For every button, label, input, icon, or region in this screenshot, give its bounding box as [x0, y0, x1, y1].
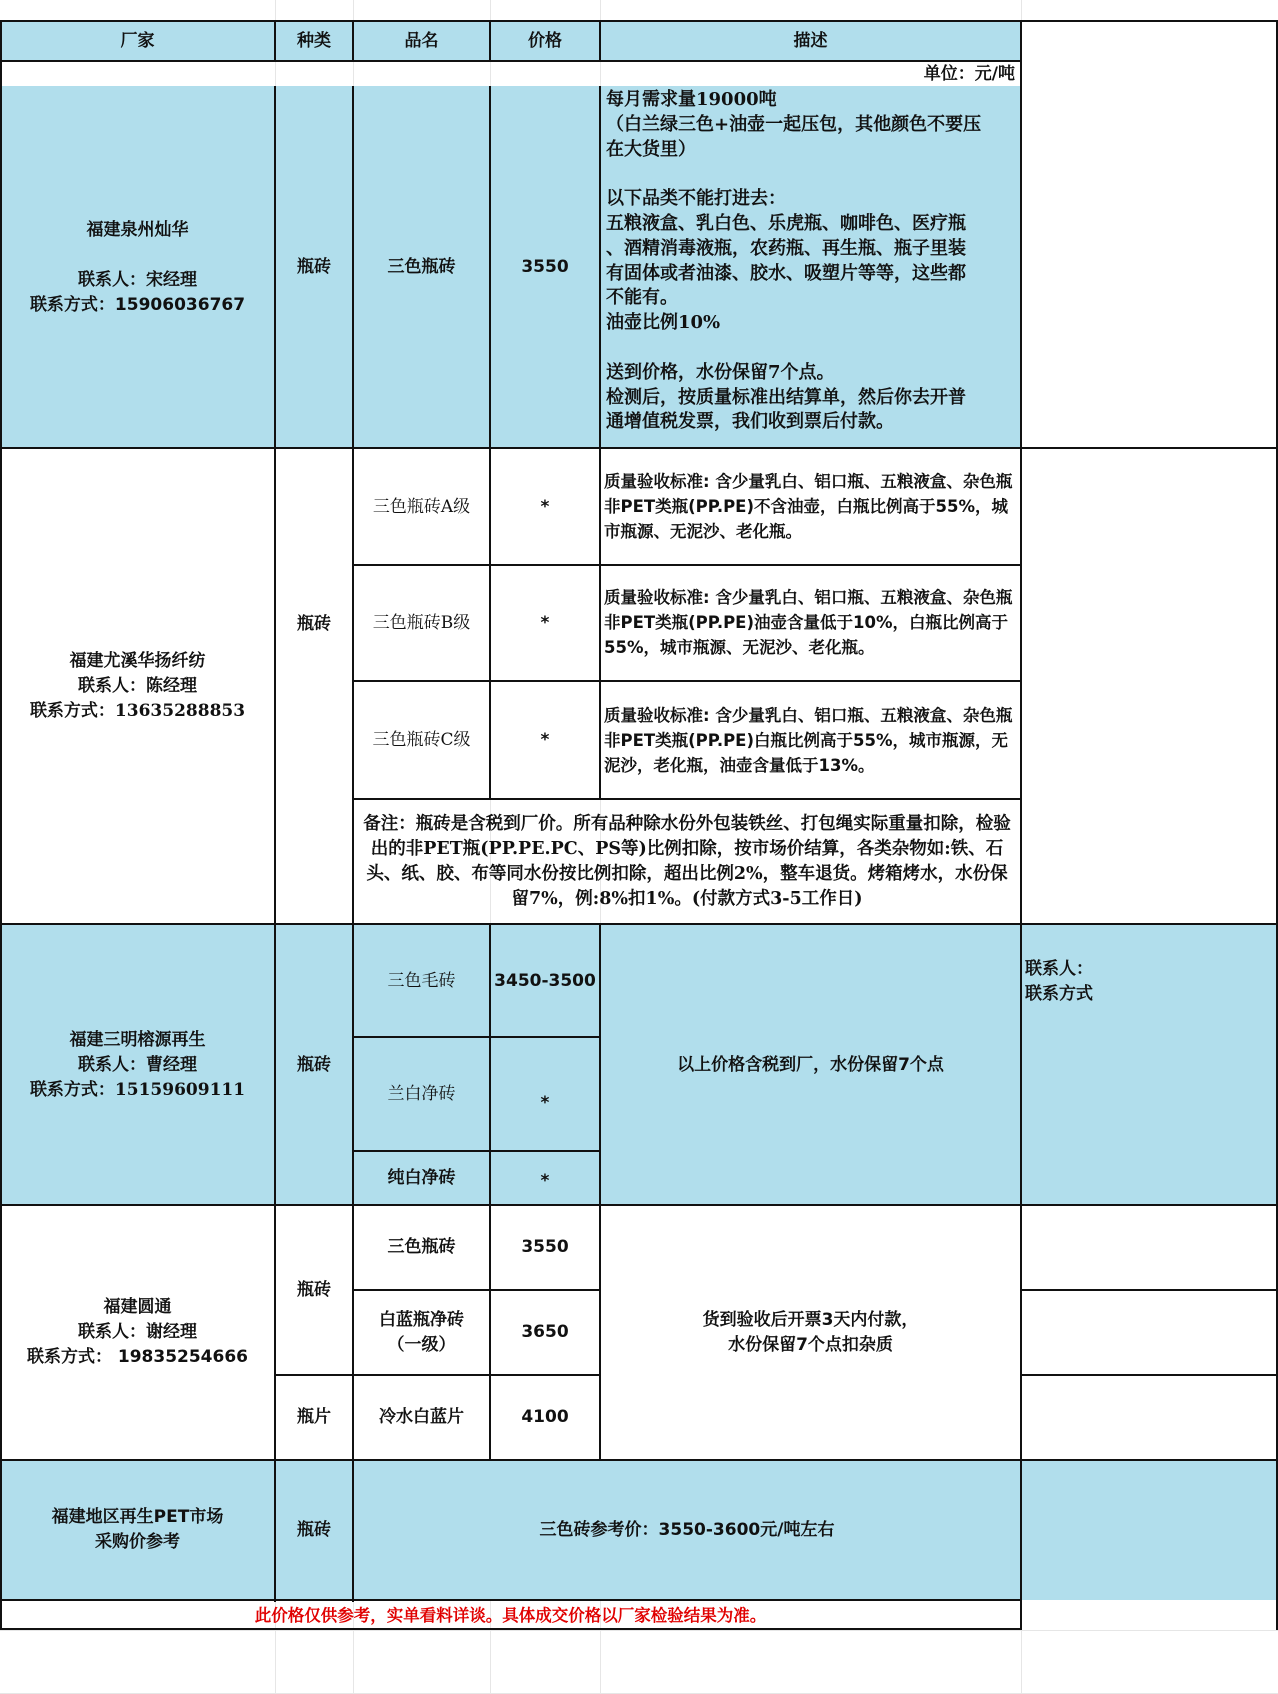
header-product: 品名	[353, 22, 490, 60]
description-cell: 质量验收标准: 含少量乳白、铝口瓶、五粮液盒、杂色瓶非PET类瓶(PP.PE)白瓶比例高于55%，城市瓶源，无泥沙，老化瓶，油壶含量低于13%。	[604, 706, 1013, 775]
market-extra-cell	[1021, 1460, 1278, 1600]
factory-sanming	[0, 925, 275, 1205]
contact-phone: 联系方式：15906036767	[29, 294, 246, 315]
footer-note: 此价格仅供参考，实单看料详谈。具体成交价格以厂家检验结果为准。	[254, 1605, 767, 1625]
market-title-line: 福建地区再生PET市场	[51, 1507, 224, 1527]
price-cell: *	[540, 496, 550, 517]
desc-line: 送到价格，水份保留7个点。	[606, 361, 835, 383]
description-cell: 以上价格含税到厂，水份保留7个点	[600, 925, 1021, 1205]
desc-line: 每月需求量19000吨	[606, 89, 777, 110]
extra-contact: 联系人：	[1025, 959, 1093, 979]
factory-youxi	[0, 449, 275, 924]
factory-name: 福建三明榕源再生	[69, 1029, 206, 1050]
product-cell: 三色瓶砖A级	[372, 496, 471, 517]
desc-line: 有固体或者油漆、胶水、吸塑片等等，这些都	[606, 262, 966, 284]
contact-person: 联系人：谢经理	[78, 1322, 197, 1342]
description-cell	[600, 1205, 1021, 1460]
product-cell: 三色瓶砖B级	[372, 612, 471, 633]
factory-name: 福建尤溪华扬纤纺	[69, 651, 206, 671]
description-quanzhou	[600, 86, 1021, 449]
header-type: 种类	[275, 22, 353, 60]
type-cell: 瓶砖	[297, 613, 331, 634]
unit-label: 单位：元/吨	[923, 63, 1015, 84]
price-cell: *	[490, 1037, 600, 1151]
factory-yuantong	[0, 1205, 275, 1460]
desc-line: 以下品类不能打进去：	[606, 188, 786, 210]
price-cell: 3450-3500	[490, 925, 600, 1037]
contact-person: 联系人：宋经理	[78, 269, 197, 290]
type-cell: 瓶砖	[275, 925, 353, 1205]
product-cell: 兰白净砖	[353, 1037, 490, 1151]
market-title-line: 采购价参考	[95, 1532, 180, 1552]
desc-line: 油壶比例10%	[606, 312, 721, 334]
header-factory: 厂家	[0, 22, 275, 60]
contact-person: 联系人：曹经理	[78, 1054, 197, 1075]
product-cell: 冷水白蓝片	[379, 1407, 464, 1427]
product-cell: 三色瓶砖C级	[372, 729, 471, 750]
description-cell: 质量验收标准: 含少量乳白、铝口瓶、五粮液盒、杂色瓶非PET类瓶(PP.PE)油壶含量低于10%，白瓶比例高于55%，城市瓶源、无泥沙、老化瓶。	[604, 588, 1013, 657]
header-description: 描述	[600, 22, 1021, 60]
price-cell: 3550	[490, 86, 600, 449]
type-cell: 瓶砖	[275, 86, 353, 449]
contact-phone: 联系方式： 19835254666	[26, 1347, 249, 1367]
product-line: 白蓝瓶净砖	[379, 1309, 464, 1330]
contact-phone: 联系方式：13635288853	[29, 701, 246, 721]
description-cell: 质量验收标准: 含少量乳白、铝口瓶、五粮液盒、杂色瓶非PET类瓶(PP.PE)不含油壶，白瓶比例高于55%，城市瓶源、无泥沙、老化瓶。	[604, 472, 1013, 541]
desc-line: 五粮液盒、乳白色、乐虎瓶、咖啡色、医疗瓶	[606, 212, 966, 234]
product-cell: 三色瓶砖	[353, 86, 490, 449]
price-cell: 4100	[521, 1407, 569, 1427]
extra-contact-cell	[1021, 925, 1278, 1205]
desc-line: 通增值税发票，我们收到票后付款。	[606, 411, 894, 433]
desc-line: 货到验收后开票3天内付款，	[702, 1309, 919, 1330]
market-title	[0, 1460, 275, 1600]
price-cell: 3650	[521, 1322, 569, 1342]
type-cell: 瓶砖	[297, 1279, 331, 1300]
product-line: （一级）	[387, 1334, 456, 1355]
desc-line: （白兰绿三色+油壶一起压包，其他颜色不要压	[606, 113, 982, 135]
factory-name: 福建泉州灿华	[86, 219, 189, 240]
product-cell: 三色瓶砖	[387, 1237, 456, 1257]
product-cell: 纯白净砖	[353, 1151, 490, 1205]
desc-line: 、酒精消毒液瓶，农药瓶、再生瓶、瓶子里装	[606, 237, 966, 259]
factory-name: 福建圆通	[103, 1297, 172, 1317]
market-price-cell: 三色砖参考价：3550-3600元/吨左右	[353, 1460, 1021, 1600]
price-cell: 3550	[521, 1237, 569, 1257]
desc-line: 在大货里）	[606, 138, 696, 160]
product-cell: 三色毛砖	[353, 925, 490, 1037]
type-cell: 瓶砖	[275, 1460, 353, 1600]
product-cell	[353, 1290, 490, 1375]
contact-person: 联系人：陈经理	[78, 676, 197, 696]
contact-phone: 联系方式：15159609111	[29, 1079, 246, 1100]
desc-line: 不能有。	[606, 287, 678, 309]
desc-line: 检测后，按质量标准出结算单，然后你去开普	[606, 386, 966, 408]
price-cell: *	[490, 1151, 600, 1205]
header-price: 价格	[490, 22, 600, 60]
remark-cell: 备注：瓶砖是含税到厂价。所有品种除水份外包装铁丝、打包绳实际重量扣除，检验出的非PET瓶(PP.PE.PC、PS等)比例扣除，按市场价结算，各类杂物如:铁、石头、纸、胶、布等同水份按比例扣除，超出比例2%，整车退货。烤箱烤水，水份保留7%，例:8%扣1%。(付款方式3-5工作日)	[363, 813, 1011, 909]
type-cell: 瓶片	[297, 1407, 331, 1427]
price-cell: *	[540, 729, 550, 750]
desc-line: 水份保留7个点扣杂质	[728, 1334, 893, 1355]
price-cell: *	[540, 612, 550, 633]
factory-quanzhou	[0, 86, 275, 449]
extra-phone: 联系方式	[1025, 984, 1093, 1004]
